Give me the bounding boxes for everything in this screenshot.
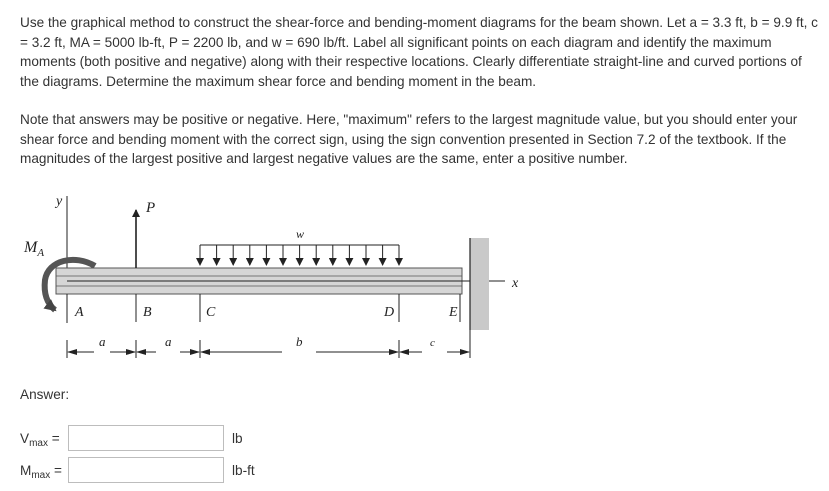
vmax-unit: lb bbox=[232, 431, 243, 446]
dim-b: b bbox=[296, 334, 303, 349]
point-markers bbox=[67, 294, 460, 322]
x-axis-label: x bbox=[512, 276, 519, 291]
beam-figure bbox=[20, 188, 540, 368]
problem-statement: Use the graphical method to construct the shear-force and bending-moment diagrams for the beam shown. Let a = 3.3 ft, b = 9.9 ft, c = 3.2 ft, MA = 5000 lb-ft, P = 2200 lb, and w = 690 lb/ft. Label all significant points on each diagram and identify the maximum moments (both positive and negative) along with their respective locations. Clearly differentiate straight-line and curved portions of the diagrams. Determine the maximum shear force and bending moment in the beam. bbox=[20, 15, 818, 89]
point-a: A bbox=[75, 305, 84, 320]
y-axis-label: y bbox=[56, 194, 63, 209]
vmax-input[interactable] bbox=[68, 425, 224, 451]
mmax-label: $M_{max}$ = bbox=[20, 463, 62, 481]
point-e: E bbox=[449, 305, 458, 320]
sign-convention-note: Note that answers may be positive or negative. Here, "maximum" refers to the largest magnitude value, but you should enter your shear force and bending moment with the correct sign, using the sign convention presented in Section 7.2 of the textbook. If the magnitudes of the largest positive and largest negative values are the same, enter a positive number. bbox=[20, 112, 798, 166]
moment-label: $M_A$ bbox=[24, 239, 45, 259]
point-b: B bbox=[143, 305, 152, 320]
wall-support bbox=[470, 238, 489, 330]
dim-a-2: a bbox=[165, 334, 172, 349]
dim-a-1: a bbox=[99, 334, 106, 349]
dim-c: c bbox=[430, 337, 435, 349]
load-w-label: w bbox=[296, 227, 305, 241]
point-d: D bbox=[384, 305, 395, 320]
load-p-label: P bbox=[146, 200, 156, 216]
vmax-label: $V_{max}$ = bbox=[20, 431, 60, 449]
load-w-arrows bbox=[200, 245, 399, 265]
answer-label: Answer: bbox=[20, 387, 70, 402]
dimension-ticks bbox=[67, 330, 470, 358]
mmax-unit: lb-ft bbox=[232, 463, 255, 478]
point-c: C bbox=[206, 305, 216, 320]
mmax-input[interactable] bbox=[68, 457, 224, 483]
